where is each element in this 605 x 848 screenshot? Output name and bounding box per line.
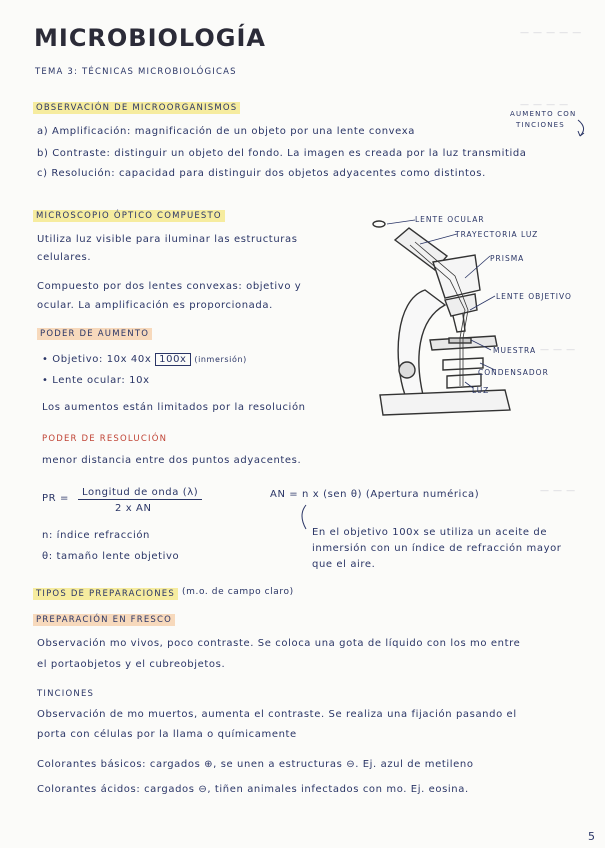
text-objetivo — [42, 354, 247, 365]
formula-an: AN = n x (sen θ) (Apertura numérica) — [270, 489, 480, 500]
section-heading-observacion: OBSERVACIÓN DE MICROORGANISMOS — [33, 102, 240, 114]
heading-preparacion-fresco: PREPARACIÓN EN FRESCO — [33, 614, 175, 626]
page-number: 5 — [588, 830, 596, 843]
text-inmersion-1: En el objetivo 100x se utiliza un aceite de — [312, 527, 548, 538]
text-ocular: • Lente ocular: 10x — [42, 375, 150, 386]
page-title: MICROBIOLOGÍA — [34, 24, 266, 52]
bleed-text: — — — — [540, 345, 576, 355]
objetivo-100x-box: 100x — [155, 353, 190, 366]
heading-poder-resolucion: PODER DE RESOLUCIÓN — [42, 434, 168, 444]
text-compuesto-2: ocular. La amplificación es proporcionada. — [37, 300, 273, 311]
text-colorantes-acidos: Colorantes ácidos: cargados ⊖, tiñen animales infectados con mo. Ej. eosina. — [37, 784, 469, 795]
label-condensador: CONDENSADOR — [478, 368, 549, 377]
formula-pr-numerator: Longitud de onda (λ) — [78, 487, 202, 500]
formula-pr-denominator: 2 x AN — [115, 503, 152, 514]
text-resolucion-def: menor distancia entre dos puntos adyacentes. — [42, 455, 302, 466]
text-utiliza-2: celulares. — [37, 252, 92, 263]
text-inmersion-2: inmersión con un índice de refracción mayor — [312, 543, 562, 554]
text-compuesto-1: Compuesto por dos lentes convexas: objetivo y — [37, 281, 302, 292]
text-colorantes-basicos: Colorantes básicos: cargados ⊕, se unen a estructuras ⊖. Ej. azul de metileno — [37, 759, 474, 770]
text-inmersion-3: que el aire. — [312, 559, 376, 570]
bleed-text: — — — — — [520, 100, 569, 110]
text-tinciones-1: Observación de mo muertos, aumenta el contraste. Se realiza una fijación pasando el — [37, 709, 517, 720]
section-heading-microscopio: MICROSCOPIO ÓPTICO COMPUESTO — [33, 210, 225, 222]
tipos-note: (m.o. de campo claro) — [182, 587, 294, 597]
text-fresco-1: Observación mo vivos, poco contraste. Se coloca una gota de líquido con los mo entre — [37, 638, 521, 649]
label-lente-ocular: LENTE OCULAR — [415, 215, 485, 224]
bleed-text: — — — — [540, 486, 576, 496]
text-tinciones-2: porta con células por la llama o químicamente — [37, 729, 297, 740]
heading-tinciones: TINCIONES — [37, 689, 95, 699]
objetivo-prefix: • Objetivo: 10x 40x — [42, 354, 152, 365]
section-heading-tipos: TIPOS DE PREPARACIONES — [33, 588, 178, 600]
text-amplificacion: a) Amplificación: magnificación de un objeto por una lente convexa — [37, 126, 415, 137]
label-muestra: MUESTRA — [493, 346, 537, 355]
text-limite: Los aumentos están limitados por la resolución — [42, 402, 306, 413]
label-prisma: PRISMA — [490, 254, 525, 263]
side-note-line2: TINCIONES — [516, 121, 565, 129]
label-lente-objetivo: LENTE OBJETIVO — [496, 292, 572, 301]
page-subtitle: TEMA 3: TÉCNICAS MICROBIOLÓGICAS — [35, 67, 237, 77]
text-n: n: índice refracción — [42, 530, 150, 541]
text-contraste: b) Contraste: distinguir un objeto del fondo. La imagen es creada por la luz transmitida — [37, 148, 527, 159]
heading-poder-aumento: PODER DE AUMENTO — [37, 328, 152, 340]
text-utiliza-1: Utiliza luz visible para iluminar las estructuras — [37, 234, 298, 245]
formula-pr-label: PR = — [42, 493, 69, 504]
bracket-arrow-icon — [296, 503, 310, 533]
text-theta: θ: tamaño lente objetivo — [42, 551, 180, 562]
text-fresco-2: el portaobjetos y el cubreobjetos. — [37, 659, 226, 670]
curved-arrow-icon — [572, 118, 592, 140]
label-luz: LUZ — [472, 386, 490, 395]
microscope-diagram — [365, 210, 565, 425]
label-trayectoria-luz: TRAYECTORIA LUZ — [455, 230, 539, 239]
objetivo-suffix: (inmersión) — [194, 355, 247, 364]
side-note-line1: AUMENTO CON — [510, 110, 577, 118]
bleed-text: — — — — — — [520, 28, 582, 38]
text-resolucion: c) Resolución: capacidad para distinguir dos objetos adyacentes como distintos. — [37, 168, 486, 179]
